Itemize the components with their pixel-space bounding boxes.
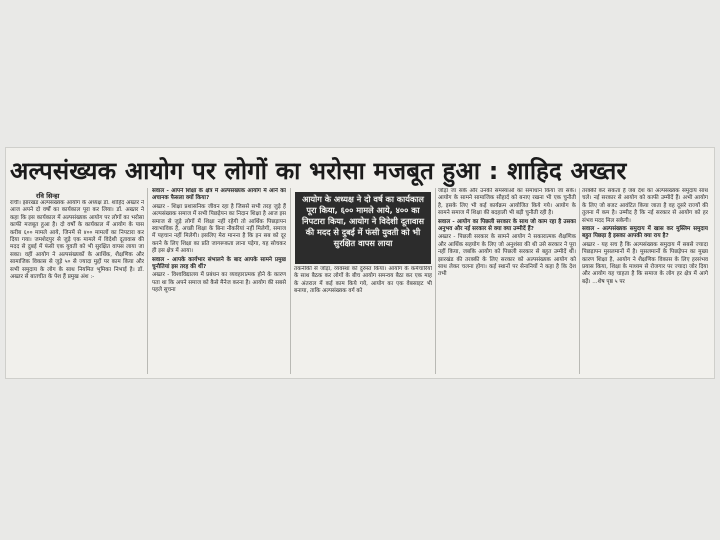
question: सवाल - आयोग का पिछली सरकार के साथ जो काम रहा है उसका अनुभव और नई सरकार से क्या क्या उम्मीदें हैं? [438,218,576,233]
question: सवाल - आपने शिक्षा के क्षेत्र में अल्पसंख्यक आयोग में आने का अचानक फैसला क्यों किया? [152,188,286,202]
article-column-3 [294,266,432,376]
article-column-1 [10,200,144,376]
article-column-2 [152,188,286,364]
question: सवाल - अल्पसंख्यक समुदाय में खास कर मुस्लिम समुदाय बहुत पिछड़ा है इसका आपकी क्या राय है? [582,226,708,240]
newspaper-clipping [6,148,714,378]
pull-quote-box: आयोग के अध्यक्ष ने दो वर्ष का कार्यकाल पूरा किया, ६०० मामले आये, ४०० का निपटारा किया, आयोग ने विदेशी दूतावास की मदद से दुबई में फंसी युवती को भी सुरक्षित वापस लाया [295,192,431,264]
article-column-4 [438,188,576,364]
article-headline: अल्पसंख्यक आयोग पर लोगों का भरोसा मजबूत हुआ : शाहिद अख्तर [10,157,627,185]
answer: अख्तर - विश्वविद्यालय में प्रबंधन का व्यवहारात्मक होने के कारण पता था कि अपने समाज को कैसे मैनेज करना है। आयोग की सबसे पहले सूचना [152,272,286,294]
answer: अख्तर - शिक्षा प्रशासनिक जीवन रहा है जिससे सभी तरह जुड़े हैं अल्पसंख्यक समाज में सभी पिछड़ेपन का निदान शिक्षा है आज इस समाज से जुड़े लोगों में शिक्षा नहीं रहेगी तो आर्थिक पिछड़ापन स्वाभाविक है, अच्छी शिक्षा के बिना नौकरियां नहीं मिलेगी, समाज में पहचान नहीं मिलेगी। इसलिए मेरा मानना है कि इन सब को दूर करने के लिए शिक्षा का प्रति जागरूकता लाना पड़ेगा, यह सोचकर ही इस क्षेत्र में आया। [152,203,286,255]
column-divider [579,188,580,374]
question: सवाल - आपके कार्यभार संभालने के बाद आपके सामने प्रमुख चुनौतियां इस तरह की थीं? [152,256,286,271]
answer: अख्तर - पिछली सरकार के सामने आयोग ने सकारात्मक शैक्षणिक और आर्थिक सहयोग के लिए जो अनुशंसा की थी उसे सरकार ने पूरा नहीं किया, जबकि आयोग को पिछली सरकार से बहुत उम्मीदें थीं। झारखंड की तरक्की के लिए सरकार को अल्पसंख्यक आयोग को साथ लेकर चलना होगा। कई स्थानों पर सेनानियों ने कहा है कि देश तभी [438,234,576,278]
article-column-5 [582,188,708,364]
column-divider [290,188,291,374]
paragraph: तरक्की कर सकता है जब देश का अल्पसंख्यक समुदाय साथ चले। नई सरकार से आयोग को काफी उम्मीदें हैं। अभी आयोग के लिए जो बजट आवंटित किया जाता है वह दूसरे राज्यों की तुलना में कम है। उम्मीद है कि नई सरकार से आयोग को हर संभव मदद मिल सकेगी। [582,188,708,224]
paragraph: तकनीकी से जोड़ा, व्यवस्था को दुरुस्त किया। आयोग के कर्मचारियों के साथ बैठक कर लोगों के बीच आयोग समन्वय बैठा कर एक माह के अंतराल में कई काम किये गये, आयोग का एक वेबसाइट भी बनाया, ताकि अल्पसंख्यक वर्ग को [294,266,432,295]
answer: अख्तर - यह सच है कि अल्पसंख्यक समुदाय में सबसे ज्यादा पिछड़ापन मुसलमानों में है। मुसलमानों के पिछड़ेपन का मुख्य कारण शिक्षा है, आयोग ने शैक्षणिक विकास के लिए हरसंभव प्रयास किया, शिक्षा के माध्यम से रोजगार पर ज्यादा जोर दिया और आयोग यह चाहता है कि समाज के लोग हर क्षेत्र में आगे बढ़ें। ...शेष पृष्ठ ५ पर [582,241,708,285]
paragraph: जोड़ा जा सके और उनकी समस्याओं का समाधान किया जा सके। आयोग के सामने सामाजिक सौहार्द को बनाए रखना भी एक चुनौती है, इसके लिए भी कई कार्यक्रम आयोजित किये गये। आयोग के सामने समाज में शिक्षा की बदहाली भी बड़ी चुनौती रही है। [438,188,576,217]
column-divider [147,188,148,374]
column-divider [435,188,436,374]
paragraph: रांची। झारखंड अल्पसंख्यक आयोग के अध्यक्ष डॉ. शाहिद अख्तर ने आज अपने दो वर्षों का कार्यकाल पूरा कर लिया। डॉ. अख्तर ने कहा कि इस कार्यकाल में अल्पसंख्यक आयोग पर लोगों का भरोसा काफी मजबूत हुआ है। दो वर्षों के कार्यकाल में आयोग के पास करीब ६०० मामले आये, जिनमें से ४०० मामलों का निपटारा कर दिया गया। जमशेदपुर से जुड़े एक मामले में विदेशी दूतावास की मदद से दुबई में फंसी एक युवती को भी सुरक्षित वापस लाया जा सका। वहीं आयोग ने अल्पसंख्यकों के आर्थिक, शैक्षणिक और सामाजिक विकास से जुड़े ५० से ज्यादा मुद्दों पर काम किया और सभी समुदाय के लोग के साथ नियमित भूमिका निभाई है। डॉ. अख्तर से बातचीत के पेश हैं प्रमुख अंश :- [10,200,144,281]
article-byline: रवि सिन्हा [36,192,60,200]
